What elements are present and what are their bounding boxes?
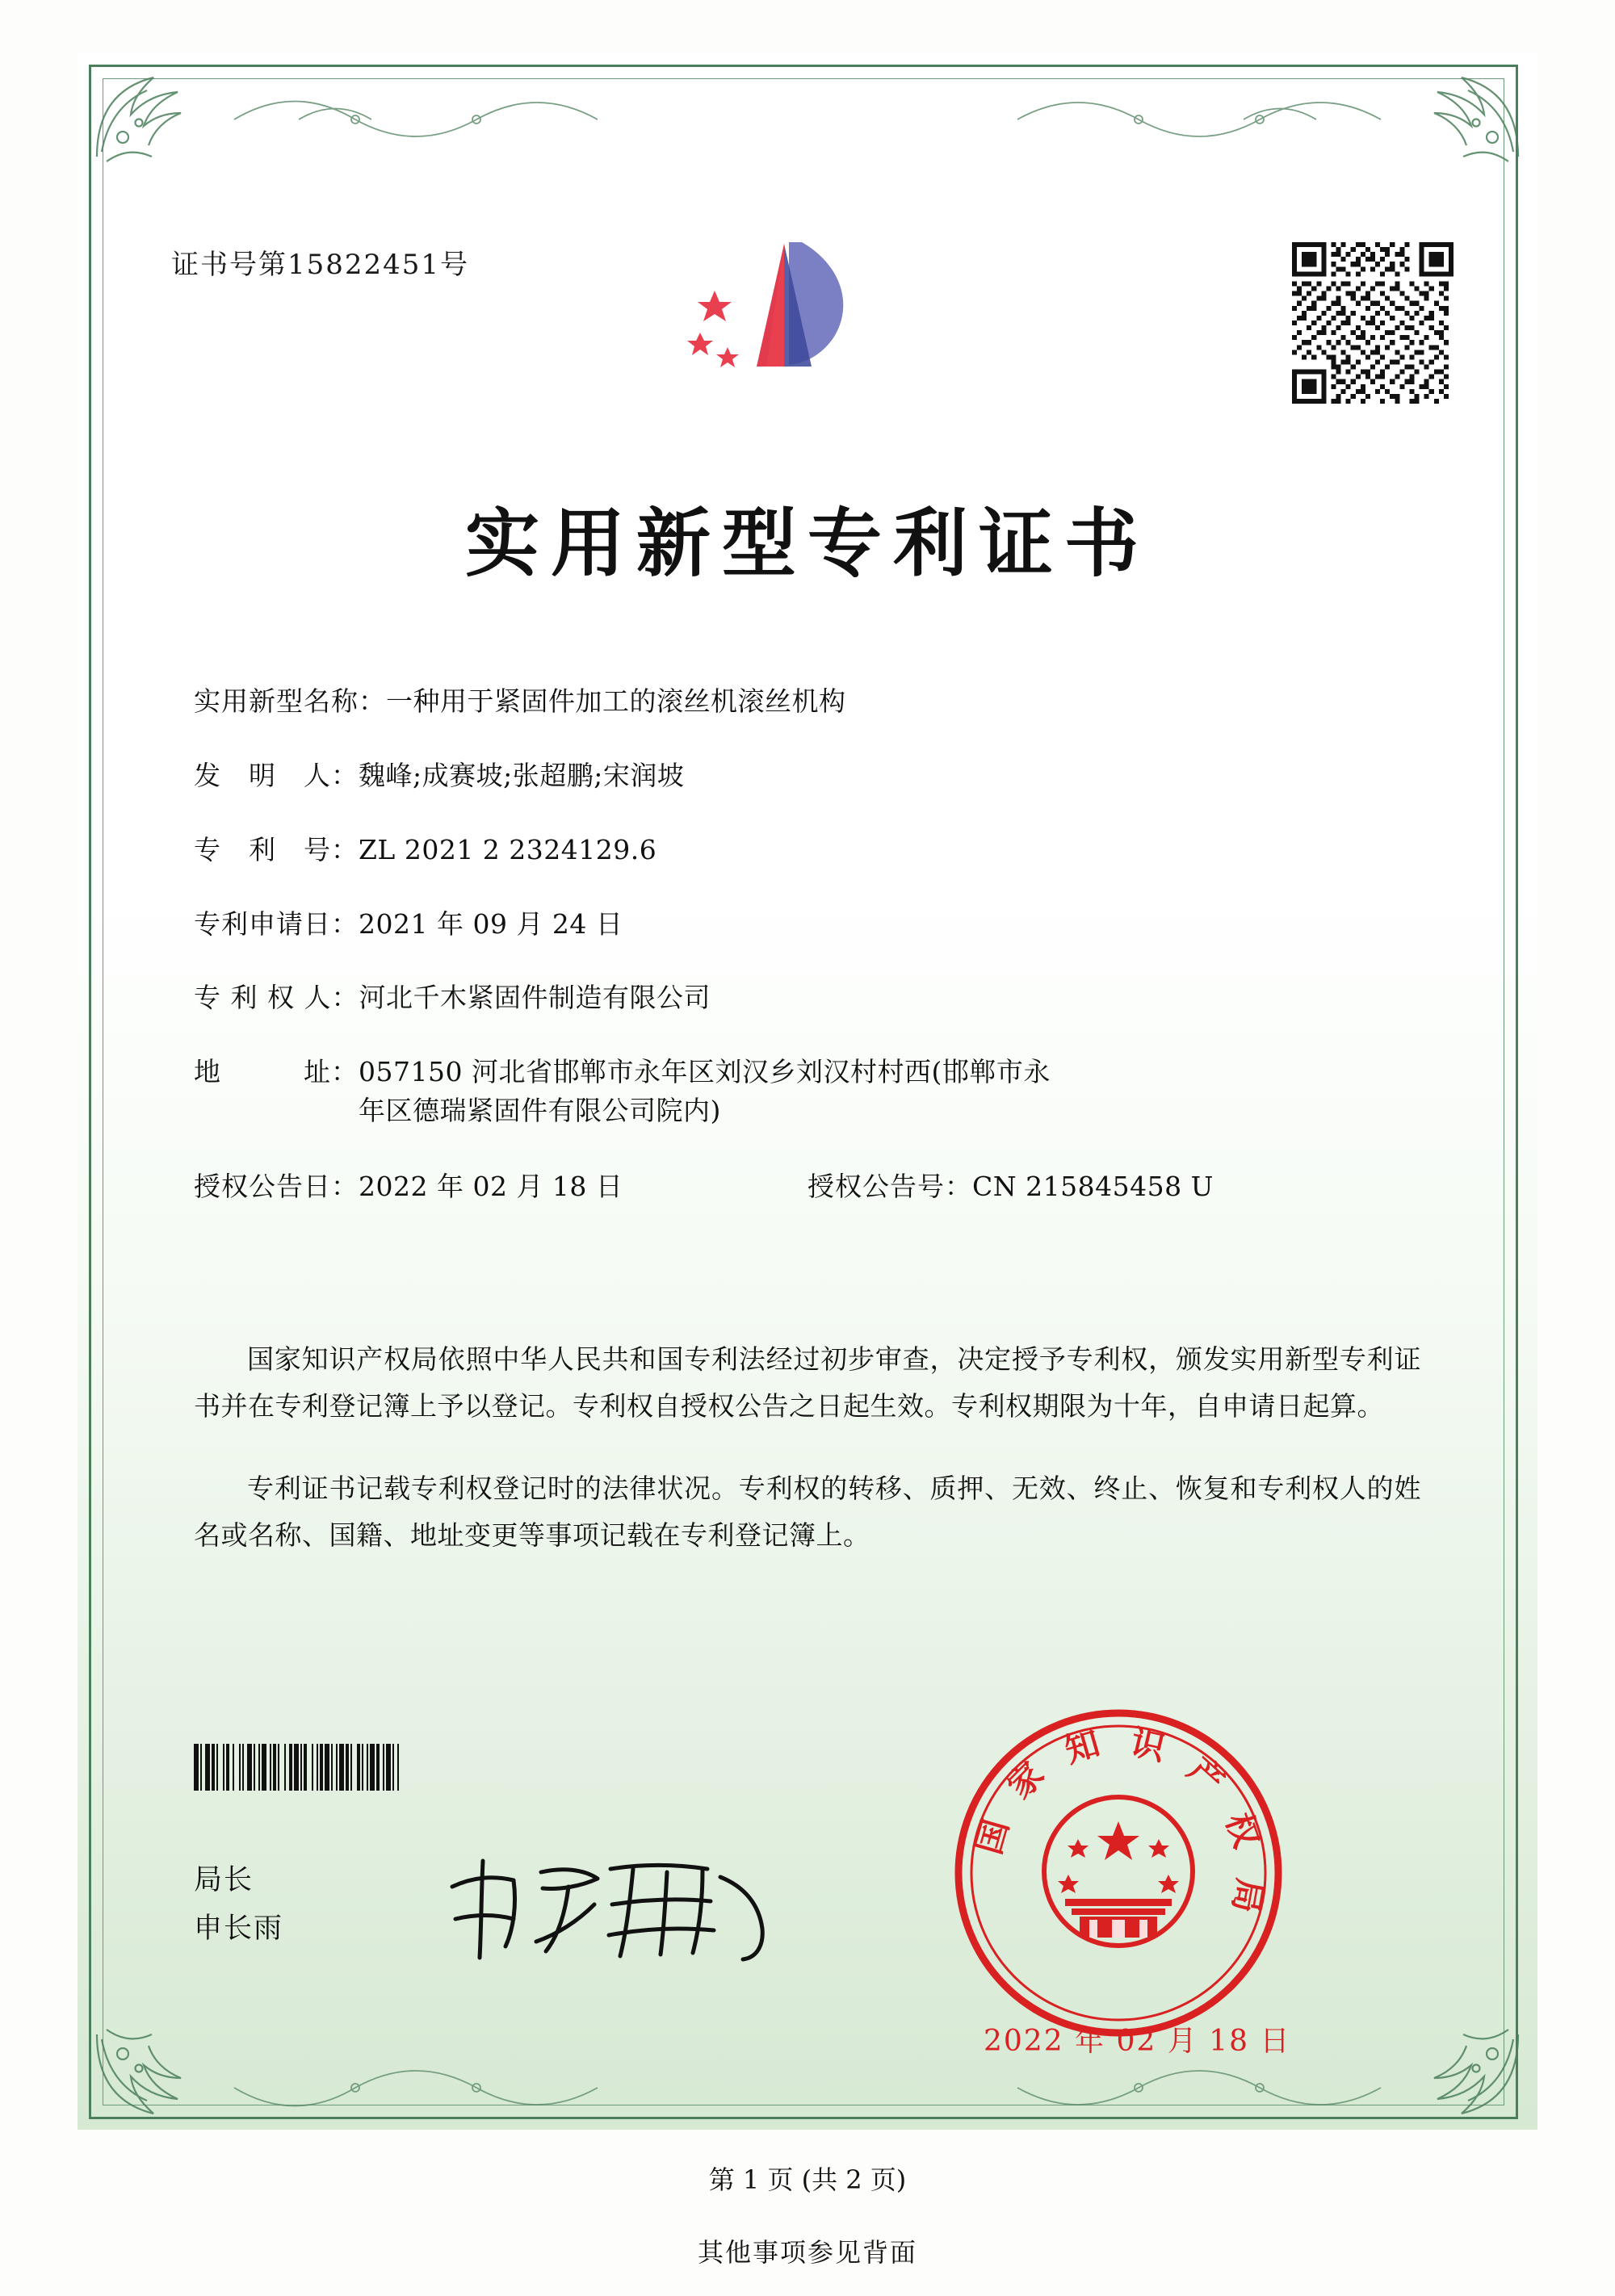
field-inventors	[194, 756, 1421, 795]
paragraph-text: 专利证书记载专利权登记时的法律状况。专利权的转移、质押、无效、终止、恢复和专利权人的姓名或名称、国籍、地址变更等事项记载在专利登记簿上。	[194, 1473, 1421, 1551]
certificate-fields	[194, 682, 1421, 1228]
field-value: 一种用于紧固件加工的滚丝机滚丝机构	[386, 685, 846, 717]
field-value: 2022 年 02 月 18 日	[359, 1170, 623, 1202]
field-label: 实用新型名称：	[194, 685, 386, 717]
paragraph-text: 国家知识产权局依照中华人民共和国专利法经过初步审查，决定授予专利权，颁发实用新型专利证书并在专利登记簿上予以登记。专利权自授权公告之日起生效。专利权期限为十年，自申请日起算。	[194, 1343, 1421, 1422]
field-label: 专 利 权 人：	[194, 982, 359, 1014]
legal-paragraph-2	[194, 1465, 1421, 1559]
field-value	[359, 1053, 1421, 1130]
handwritten-signature-icon	[436, 1845, 783, 1974]
field-label: 授权公告日：	[194, 1170, 359, 1202]
field-label: 专 利 号：	[194, 833, 359, 865]
field-label: 授权公告号：	[808, 1170, 972, 1202]
svg-text:国: 国	[968, 1815, 1017, 1859]
field-patentee	[194, 978, 1421, 1017]
field-label: 发 明 人：	[194, 759, 359, 791]
grant-date-segment	[194, 1166, 808, 1204]
footnote: 其他事项参见背面	[697, 2237, 917, 2268]
field-value: 2021 年 09 月 24 日	[359, 907, 623, 940]
field-application-date	[194, 905, 1421, 944]
field-address	[194, 1053, 1421, 1130]
svg-text:权: 权	[1218, 1808, 1267, 1853]
certificate-number: 证书号第15822451号	[171, 249, 470, 281]
grant-number-segment	[808, 1166, 1421, 1204]
svg-text:产: 产	[1180, 1749, 1232, 1802]
page-number: 第 1 页 (共 2 页)	[708, 2164, 907, 2195]
address-line-2: 年区德瑞紧固件有限公司院内)	[359, 1095, 721, 1127]
legal-paragraph-1	[194, 1336, 1421, 1430]
corner-ornament-icon	[1403, 2028, 1525, 2125]
field-label: 专利申请日：	[194, 907, 359, 940]
field-value: 魏峰;成赛坡;张超鹏;宋润坡	[359, 759, 685, 791]
official-seal-icon	[949, 1703, 1288, 2043]
svg-text:知: 知	[1060, 1723, 1105, 1771]
field-value: 河北千木紧固件制造有限公司	[359, 982, 711, 1014]
svg-text:局: 局	[1225, 1875, 1270, 1917]
svg-text:家: 家	[999, 1753, 1052, 1807]
field-value: ZL 2021 2 2324129.6	[359, 833, 657, 865]
signer-role: 局长	[194, 1864, 254, 1896]
bottom-ornament-band-icon	[202, 2063, 1413, 2120]
page-title: 实用新型专利证书	[464, 500, 1150, 587]
signer-name: 申长雨	[194, 1912, 284, 1945]
signer-block	[194, 1857, 283, 1953]
field-utility-model-name	[194, 682, 1421, 721]
corner-ornament-icon	[1403, 66, 1525, 163]
field-grant-announcement	[194, 1166, 1421, 1204]
corner-ornament-icon	[90, 66, 212, 163]
corner-ornament-icon	[90, 2028, 212, 2125]
seal-date: 2022 年 02 月 18 日	[984, 2025, 1291, 2058]
field-value: CN 215845458 U	[972, 1170, 1214, 1202]
barcode-icon	[194, 1744, 606, 1791]
top-ornament-band-icon	[202, 87, 1413, 144]
qr-code-icon	[1292, 242, 1454, 404]
field-patent-number	[194, 831, 1421, 869]
patent-office-emblem-icon	[682, 234, 892, 412]
field-label: 地 址：	[194, 1056, 359, 1088]
address-line-1: 057150 河北省邯郸市永年区刘汉乡刘汉村村西(邯郸市永	[359, 1056, 1051, 1088]
svg-text:识: 识	[1126, 1722, 1169, 1769]
